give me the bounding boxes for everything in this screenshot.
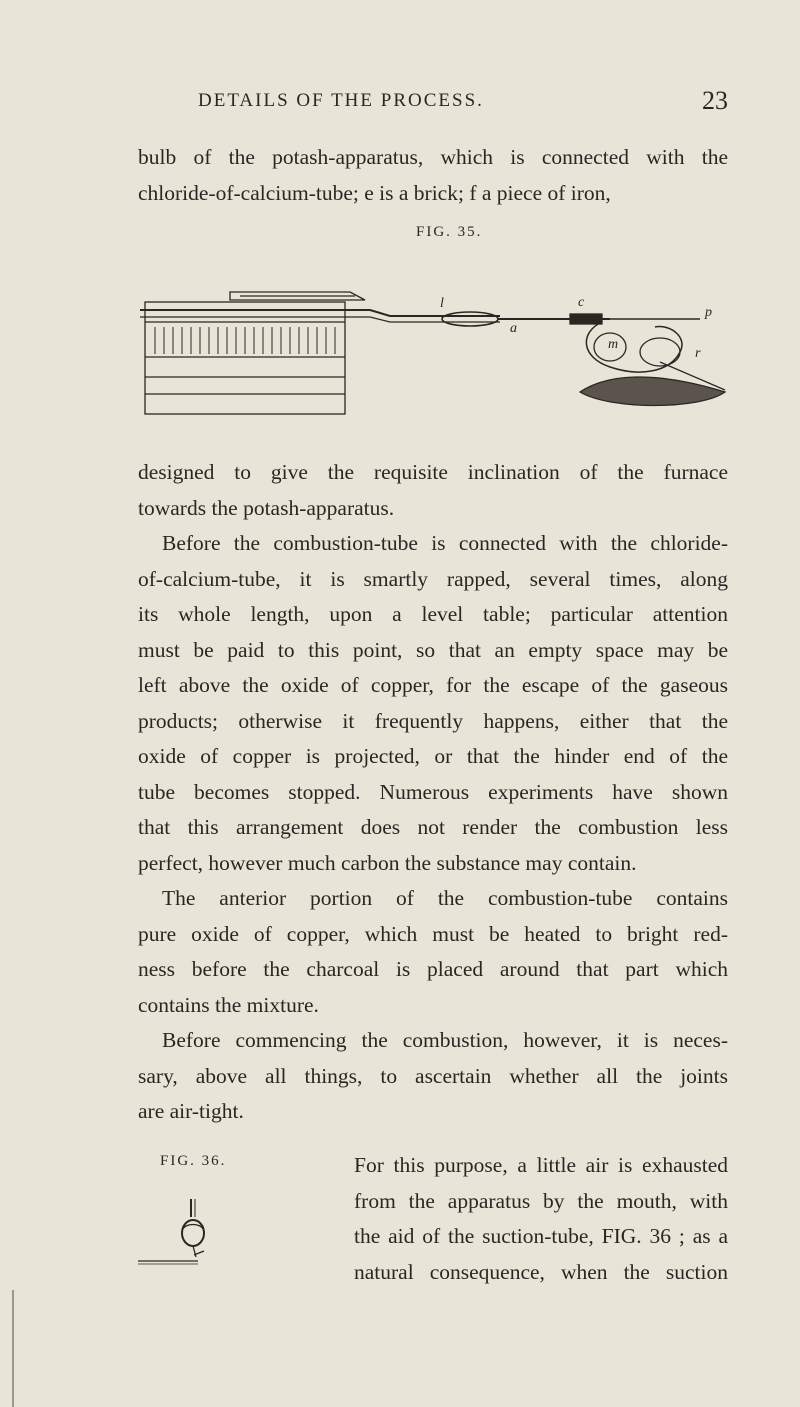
text-line: must be paid to this point, so that an empty space may be (138, 637, 728, 662)
text-line: oxide of copper is projected, or that the hinder end of the (138, 744, 728, 768)
joint (570, 314, 602, 324)
text-line: sary, above all things, to ascertain whether all the joints (138, 1063, 728, 1088)
text-line: tube becomes stopped. Numerous experiments have shown (138, 779, 728, 804)
text-line: the aid of the suction-tube, FIG. 36 ; as a (354, 1224, 728, 1248)
text-line: chloride-of-calcium-tube; e is a brick; f a piece of iron, (138, 180, 611, 205)
fig36-illustration (138, 1195, 348, 1265)
text-line: pure oxide of copper, which must be heated to bright red- (138, 921, 728, 946)
text-line: are air-tight. (138, 1099, 244, 1123)
text-line: bulb of the potash-apparatus, which is connected with the (138, 145, 728, 169)
text-line: ness before the charcoal is placed around that part which (138, 957, 728, 981)
text-line: its whole length, upon a level table; particular attention (138, 602, 728, 626)
text-line: towards the potash-apparatus. (138, 495, 395, 520)
grate-hatching (155, 327, 335, 354)
top-paragraph (138, 140, 728, 211)
text-line: Before the combustion-tube is connected with the chloride- (162, 531, 728, 555)
text-line: left above the oxide of copper, for the escape of the gaseous (138, 673, 728, 697)
bulb (442, 312, 498, 326)
text-line: For this purpose, a little air is exhausted (354, 1153, 728, 1177)
fig-letter: c (578, 295, 585, 310)
text-line: perfect, however much carbon the substance may contain. (138, 850, 637, 875)
text-line: products; otherwise it frequently happens, either that the (138, 708, 728, 733)
page-header (138, 86, 728, 120)
fig-letter: m (608, 337, 619, 352)
text-line: that this arrangement does not render the combustion less (138, 815, 728, 839)
text-line: from the apparatus by the mouth, with (354, 1188, 728, 1213)
binding-edge-mark (12, 1290, 14, 1407)
text-line: natural consequence, when the suction (354, 1259, 728, 1284)
fig-letter: a (510, 321, 517, 336)
furnace-body (145, 302, 345, 414)
fig-letter: p (705, 305, 712, 320)
text-line: of-calcium-tube, it is smartly rapped, several times, along (138, 566, 728, 591)
page-number: 23 (702, 86, 728, 115)
text-line: designed to give the requisite inclination of the furnace (138, 460, 728, 484)
text-line: The anterior portion of the combustion-tube contains (162, 886, 728, 910)
text-line: contains the mixture. (138, 992, 319, 1017)
main-paragraphs (138, 455, 728, 1130)
fig35-illustration (140, 272, 730, 432)
fig-letter: l (440, 296, 444, 311)
fig36-paragraph (354, 1148, 728, 1290)
running-head: DETAILS OF THE PROCESS. (198, 90, 484, 111)
fig35-label: FIG. 35. (416, 224, 483, 240)
fig36-label: FIG. 36. (160, 1153, 227, 1169)
fig-letter: r (695, 346, 701, 361)
text-line: Before commencing the combustion, however, it is neces- (162, 1028, 728, 1052)
